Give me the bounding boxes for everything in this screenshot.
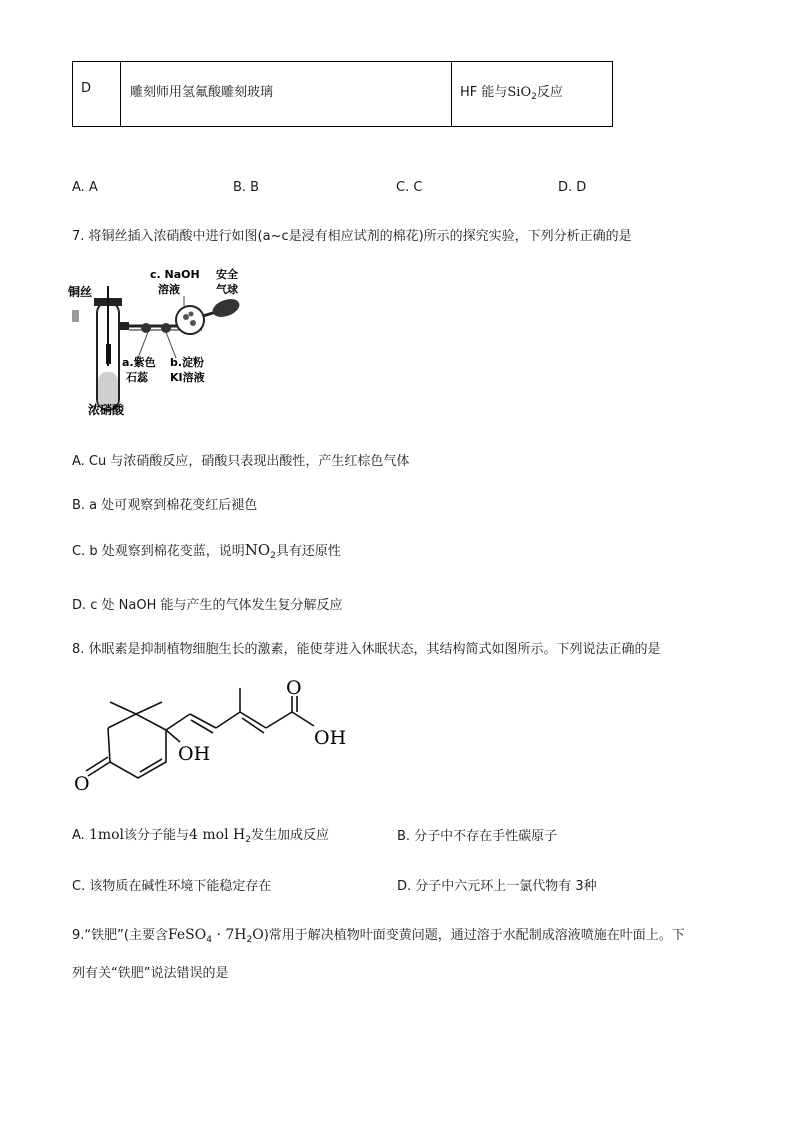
q8a-text: 该分子能与 bbox=[124, 828, 190, 843]
q6-option-b: B. B bbox=[233, 180, 260, 195]
leader-b bbox=[166, 332, 176, 358]
label-o-ketone: O bbox=[74, 773, 90, 795]
ketone-bond bbox=[88, 762, 110, 776]
q6-option-d: D. D bbox=[558, 180, 587, 195]
methyl-1 bbox=[110, 702, 136, 714]
cotton-a bbox=[141, 323, 151, 333]
methyl-2 bbox=[136, 702, 162, 714]
q7-option-d: D. c 处 NaOH 能与产生的气体发生复分解反应 bbox=[72, 598, 343, 613]
chain-bond-3 bbox=[216, 712, 240, 728]
chain-bond-5 bbox=[266, 712, 292, 728]
reason-suffix: 反应 bbox=[536, 85, 563, 100]
q8-stem: 8. 休眠素是抑制植物细胞生长的激素，能使芽进入休眠状态，其结构简式如图所示。下列说法正确的是 bbox=[72, 642, 661, 657]
q7-apparatus-figure bbox=[66, 262, 256, 422]
q8a-mol: 1mol bbox=[88, 827, 125, 843]
q7-option-b: B. a 处可观察到棉花变红后褪色 bbox=[72, 498, 258, 513]
q9-stem-line2: 列有关“铁肥”说法错误的是 bbox=[72, 966, 229, 981]
q9-text-cont: )常用于解决植物叶面变黄问题，通过溶于水配制成溶液喷施在叶面上。下 bbox=[263, 928, 685, 943]
label-a-line2: 石蕊 bbox=[126, 371, 148, 384]
chain-double-1 bbox=[191, 720, 213, 733]
label-c-line2: 溶液 bbox=[158, 283, 180, 296]
q7-option-c bbox=[72, 540, 341, 561]
answer-table-row-d bbox=[72, 61, 613, 127]
q8-option-b: B. 分子中不存在手性碳原子 bbox=[397, 829, 558, 844]
q6-option-c: C. C bbox=[396, 180, 423, 195]
q8-option-a bbox=[72, 824, 329, 845]
q7c-text: C. b 处观察到棉花变蓝，说明 bbox=[72, 544, 245, 559]
cotton-c-fiber bbox=[190, 320, 196, 326]
ring-oh-bond bbox=[166, 730, 180, 742]
q8a-h2: 4 mol H bbox=[189, 827, 246, 843]
cotton-c-fiber bbox=[183, 314, 189, 320]
h2o-o: O bbox=[252, 927, 264, 943]
table-cell-desc bbox=[121, 62, 452, 127]
table-cell-reason bbox=[452, 62, 613, 127]
sio2-formula: SiO bbox=[507, 85, 532, 100]
q9-text: 9.“铁肥”(主要含 bbox=[72, 928, 168, 943]
safety-balloon bbox=[210, 296, 242, 321]
label-copper-wire: 铜丝 bbox=[68, 285, 93, 299]
acid-oh-bond bbox=[292, 712, 314, 726]
q6-option-a: A. A bbox=[72, 180, 98, 195]
label-a-line1: a.紫色 bbox=[122, 356, 156, 369]
label-b-line1: b.淀粉 bbox=[170, 356, 205, 369]
q7-stem: 7. 将铜丝插入浓硝酸中进行如图(a~c是浸有相应试剂的棉花)所示的探究实验，下列分析正确的是 bbox=[72, 229, 632, 244]
hydrate-formula: · 7H bbox=[212, 927, 247, 943]
label-c-line1: c. NaOH bbox=[150, 268, 200, 281]
leader-a bbox=[138, 332, 148, 358]
q8a-subscript: 2 bbox=[245, 835, 251, 845]
feso4-formula: FeSO bbox=[167, 927, 207, 943]
label-o-top: O bbox=[286, 677, 302, 699]
q8a-suffix: 发生加成反应 bbox=[250, 828, 329, 843]
q8-option-c: C. 该物质在碱性环境下能稳定存在 bbox=[72, 879, 272, 894]
six-membered-ring bbox=[108, 714, 166, 778]
label-b-line2: KI溶液 bbox=[170, 371, 205, 384]
cotton-b bbox=[161, 323, 171, 333]
label-oh-ring: OH bbox=[178, 743, 211, 765]
abscisic-acid-structure bbox=[70, 676, 360, 806]
q7c-suffix: 具有还原性 bbox=[275, 544, 341, 559]
label-oh-acid: OH bbox=[314, 727, 347, 749]
q8-option-d: D. 分子中六元环上一氯代物有 3种 bbox=[397, 879, 597, 894]
table-cell-label bbox=[73, 62, 121, 127]
copper-coil bbox=[106, 344, 111, 364]
ketone-bond-2 bbox=[86, 757, 108, 771]
label-conc-acid: 浓硝酸 bbox=[88, 403, 125, 417]
q8a-letter: A. bbox=[72, 828, 85, 843]
h2o-subscript: 2 bbox=[246, 935, 253, 945]
feso4-subscript: 4 bbox=[206, 935, 212, 945]
cotton-c-fiber bbox=[189, 312, 194, 317]
cotton-c-bulb bbox=[176, 306, 204, 334]
wire-clip bbox=[72, 310, 79, 322]
label-balloon-line2: 气球 bbox=[216, 283, 238, 296]
no2-formula: NO bbox=[244, 541, 271, 559]
no2-subscript: 2 bbox=[270, 551, 276, 561]
side-connector bbox=[119, 322, 129, 330]
q9-stem-line1 bbox=[72, 924, 685, 945]
chain-bond-1 bbox=[166, 714, 190, 730]
q7-option-a: A. Cu 与浓硝酸反应，硝酸只表现出酸性，产生红棕色气体 bbox=[72, 454, 410, 469]
reason-text: HF 能与 bbox=[460, 85, 508, 100]
label-balloon-line1: 安全 bbox=[216, 268, 238, 281]
row-label: D bbox=[81, 81, 92, 96]
sio2-subscript: 2 bbox=[531, 92, 537, 102]
row-description: 雕刻师用氢氟酸雕刻玻璃 bbox=[130, 85, 274, 100]
row-reason bbox=[452, 62, 612, 102]
